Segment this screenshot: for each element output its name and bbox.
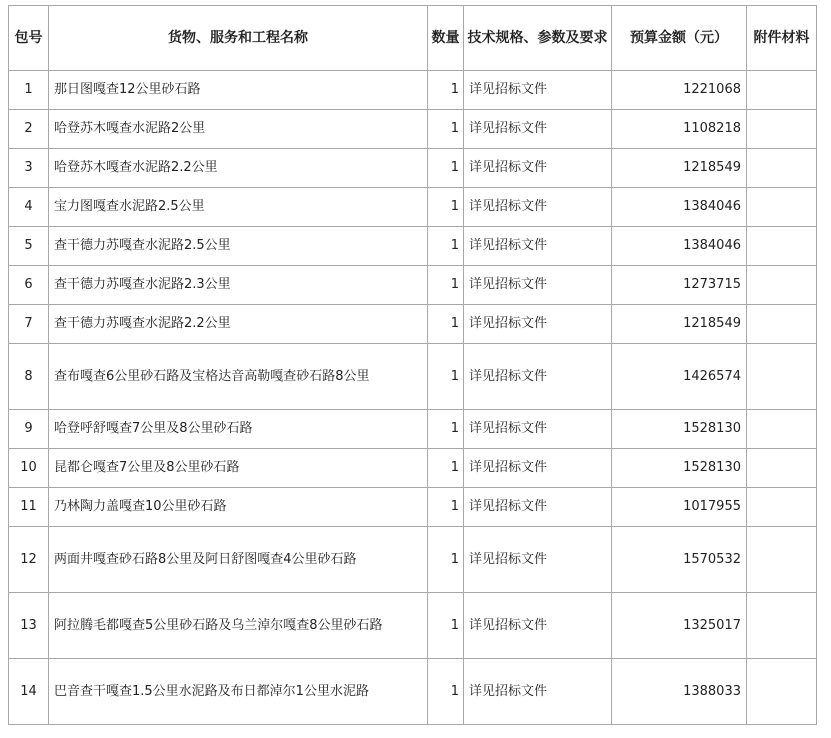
package-no-cell: 8 bbox=[9, 344, 49, 410]
spec-cell: 详见招标文件 bbox=[464, 149, 612, 188]
budget-cell: 1325017 bbox=[612, 593, 747, 659]
package-no-cell: 4 bbox=[9, 188, 49, 227]
quantity-cell: 1 bbox=[428, 71, 464, 110]
package-no-cell: 13 bbox=[9, 593, 49, 659]
item-name-cell: 乃林陶力盖嘎查10公里砂石路 bbox=[49, 488, 428, 527]
table-row bbox=[9, 110, 817, 149]
budget-cell: 1384046 bbox=[612, 188, 747, 227]
item-name-cell: 哈登苏木嘎查水泥路2公里 bbox=[49, 110, 428, 149]
item-name-cell: 巴音查干嘎查1.5公里水泥路及布日都淖尔1公里水泥路 bbox=[49, 659, 428, 725]
attachment-cell bbox=[747, 149, 817, 188]
quantity-cell: 1 bbox=[428, 266, 464, 305]
item-name-cell: 查干德力苏嘎查水泥路2.3公里 bbox=[49, 266, 428, 305]
spec-cell: 详见招标文件 bbox=[464, 527, 612, 593]
package-no-cell: 11 bbox=[9, 488, 49, 527]
attachment-cell bbox=[747, 110, 817, 149]
attachment-cell bbox=[747, 593, 817, 659]
spec-cell: 详见招标文件 bbox=[464, 227, 612, 266]
spec-cell: 详见招标文件 bbox=[464, 188, 612, 227]
attachment-cell bbox=[747, 344, 817, 410]
item-name-cell: 查布嘎查6公里砂石路及宝格达音高勒嘎查砂石路8公里 bbox=[49, 344, 428, 410]
attachment-cell bbox=[747, 410, 817, 449]
budget-cell: 1528130 bbox=[612, 449, 747, 488]
quantity-cell: 1 bbox=[428, 659, 464, 725]
attachment-cell bbox=[747, 527, 817, 593]
attachment-cell bbox=[747, 449, 817, 488]
package-no-cell: 14 bbox=[9, 659, 49, 725]
table-row bbox=[9, 410, 817, 449]
header-attachments: 附件材料 bbox=[747, 6, 817, 71]
item-name-cell: 哈登呼舒嘎查7公里及8公里砂石路 bbox=[49, 410, 428, 449]
budget-cell: 1528130 bbox=[612, 410, 747, 449]
package-no-cell: 3 bbox=[9, 149, 49, 188]
quantity-cell: 1 bbox=[428, 449, 464, 488]
spec-cell: 详见招标文件 bbox=[464, 410, 612, 449]
item-name-cell: 查干德力苏嘎查水泥路2.2公里 bbox=[49, 305, 428, 344]
quantity-cell: 1 bbox=[428, 188, 464, 227]
budget-cell: 1218549 bbox=[612, 305, 747, 344]
header-quantity: 数量 bbox=[428, 6, 464, 71]
package-no-cell: 9 bbox=[9, 410, 49, 449]
spec-cell: 详见招标文件 bbox=[464, 305, 612, 344]
header-row bbox=[9, 6, 817, 71]
item-name-cell: 查干德力苏嘎查水泥路2.5公里 bbox=[49, 227, 428, 266]
spec-cell: 详见招标文件 bbox=[464, 488, 612, 527]
package-no-cell: 1 bbox=[9, 71, 49, 110]
item-name-cell: 昆都仑嘎查7公里及8公里砂石路 bbox=[49, 449, 428, 488]
budget-cell: 1570532 bbox=[612, 527, 747, 593]
budget-cell: 1221068 bbox=[612, 71, 747, 110]
header-budget: 预算金额（元） bbox=[612, 6, 747, 71]
item-name-cell: 哈登苏木嘎查水泥路2.2公里 bbox=[49, 149, 428, 188]
table-row bbox=[9, 266, 817, 305]
budget-cell: 1273715 bbox=[612, 266, 747, 305]
quantity-cell: 1 bbox=[428, 305, 464, 344]
package-no-cell: 7 bbox=[9, 305, 49, 344]
package-no-cell: 5 bbox=[9, 227, 49, 266]
table-row bbox=[9, 305, 817, 344]
spec-cell: 详见招标文件 bbox=[464, 593, 612, 659]
quantity-cell: 1 bbox=[428, 227, 464, 266]
header-spec: 技术规格、参数及要求 bbox=[464, 6, 612, 71]
table-row bbox=[9, 593, 817, 659]
spec-cell: 详见招标文件 bbox=[464, 71, 612, 110]
attachment-cell bbox=[747, 71, 817, 110]
table-row bbox=[9, 659, 817, 725]
table-row bbox=[9, 344, 817, 410]
budget-cell: 1384046 bbox=[612, 227, 747, 266]
table-row bbox=[9, 227, 817, 266]
item-name-cell: 宝力图嘎查水泥路2.5公里 bbox=[49, 188, 428, 227]
attachment-cell bbox=[747, 188, 817, 227]
quantity-cell: 1 bbox=[428, 593, 464, 659]
table-row bbox=[9, 188, 817, 227]
package-no-cell: 2 bbox=[9, 110, 49, 149]
spec-cell: 详见招标文件 bbox=[464, 110, 612, 149]
package-no-cell: 10 bbox=[9, 449, 49, 488]
header-name: 货物、服务和工程名称 bbox=[49, 6, 428, 71]
spec-cell: 详见招标文件 bbox=[464, 266, 612, 305]
item-name-cell: 那日图嘎查12公里砂石路 bbox=[49, 71, 428, 110]
header-package-no: 包号 bbox=[9, 6, 49, 71]
spec-cell: 详见招标文件 bbox=[464, 449, 612, 488]
attachment-cell bbox=[747, 227, 817, 266]
procurement-table bbox=[8, 5, 817, 725]
attachment-cell bbox=[747, 266, 817, 305]
quantity-cell: 1 bbox=[428, 149, 464, 188]
table-row bbox=[9, 71, 817, 110]
quantity-cell: 1 bbox=[428, 110, 464, 149]
spec-cell: 详见招标文件 bbox=[464, 344, 612, 410]
table-row bbox=[9, 488, 817, 527]
package-no-cell: 6 bbox=[9, 266, 49, 305]
attachment-cell bbox=[747, 305, 817, 344]
spec-cell: 详见招标文件 bbox=[464, 659, 612, 725]
budget-cell: 1108218 bbox=[612, 110, 747, 149]
budget-cell: 1017955 bbox=[612, 488, 747, 527]
package-no-cell: 12 bbox=[9, 527, 49, 593]
budget-cell: 1218549 bbox=[612, 149, 747, 188]
budget-cell: 1426574 bbox=[612, 344, 747, 410]
table-row bbox=[9, 449, 817, 488]
attachment-cell bbox=[747, 659, 817, 725]
table-row bbox=[9, 149, 817, 188]
item-name-cell: 两面井嘎查砂石路8公里及阿日舒图嘎查4公里砂石路 bbox=[49, 527, 428, 593]
quantity-cell: 1 bbox=[428, 344, 464, 410]
budget-cell: 1388033 bbox=[612, 659, 747, 725]
quantity-cell: 1 bbox=[428, 410, 464, 449]
attachment-cell bbox=[747, 488, 817, 527]
table-row bbox=[9, 527, 817, 593]
item-name-cell: 阿拉腾毛都嘎查5公里砂石路及乌兰淖尔嘎查8公里砂石路 bbox=[49, 593, 428, 659]
quantity-cell: 1 bbox=[428, 488, 464, 527]
quantity-cell: 1 bbox=[428, 527, 464, 593]
